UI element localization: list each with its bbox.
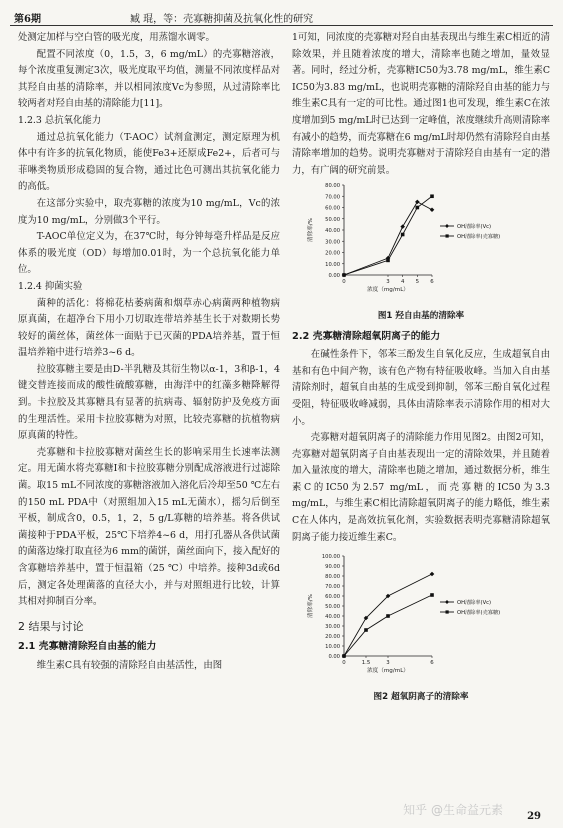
data-point: [416, 206, 420, 210]
page-number: 29: [527, 811, 541, 822]
y-tick-label: 40.00: [325, 614, 340, 621]
x-tick-label: 4: [400, 279, 405, 286]
paragraph: 在碱性条件下，邻苯三酚发生自氧化反应，生成超氧自由基和有色中间产物，该有色产物有特征吸收峰。当加入自由基清除剂时，超氧自由基的生成受到抑制，邻苯三酚自氧化过程受阻，特征吸收峰减弱，具体由清除率表示清除作用的相对大小。: [292, 349, 550, 427]
y-axis-label: 清除率/%: [308, 594, 314, 619]
data-point: [342, 654, 346, 658]
y-axis-label: 清除率/%: [308, 218, 314, 243]
paragraph: T-AOC单位定义为，在37℃时，每分钟每毫升样品是反应体系的吸光度（OD）每增加0.01时，为一个总抗氧化能力单位。: [18, 231, 280, 276]
y-tick-label: 80.00: [325, 183, 340, 190]
y-tick-label: 60.00: [325, 205, 340, 212]
paragraph: 壳寡糖和卡拉胶寡糖对菌丝生长的影响采用生长速率法测定。用无菌水将壳寡糖Ⅰ和卡拉胶寡糖分别配成溶液进行过滤除菌。取15 mL不同浓度的寡糖溶液加入溶化后冷却至50 ℃左右的150 mL PDA中（对照组加入15 mL无菌水），摇匀后倒至平板，制成含0，0.5，1，2，5 g/L寡糖的培养基。将各供试菌接种于PDA平板，25℃下培养4~6 d，用打孔器从各供试菌的菌落边缘打取直径为6 mm的菌饼，菌丝面向下，接入配好的含寡糖培养基中，置于恒温箱（25 ℃）中培养。接种3d或6d后，测定各处理菌落的直径大小，并与对照组进行比较，计算其相对抑制百分率。: [18, 446, 280, 608]
y-tick-label: 30.00: [325, 624, 340, 631]
running-title: 臧 琨，等：壳寡糖抑菌及抗氧化性的研究: [130, 14, 314, 25]
paragraph: 菌种的活化：将棉花枯萎病菌和烟草赤心病菌两种植物病原真菌，在超净台下用小刀切取连带培养基生长于对数期长势较好的菌丝体，菌丝体一面贴于已灭菌的PDA培养基，置于恒温培养箱中进行培养3~6 d。: [18, 297, 280, 359]
legend-label: OH清除率(壳寡糖): [457, 234, 501, 241]
running-head: [10, 8, 553, 26]
data-point: [415, 200, 420, 205]
x-tick-label: 0: [342, 660, 346, 667]
legend-label: OH清除率(壳寡糖): [457, 610, 501, 617]
legend-label: OH清除率(Vc): [457, 224, 491, 231]
data-point: [342, 274, 346, 278]
x-tick-label: 3: [386, 660, 390, 667]
section-heading-1-2-4: 1.2.4 抑菌实验: [18, 280, 83, 292]
paragraph: 拉胶寡糖主要是由D-半乳糖及其衍生物以α-1，3和β-1，4键交替连接而成的酸性硫酸寡糖，由海洋中的红藻多糖降解得到。卡拉胶及其寡糖具有显著的抗病毒、辐射防护及免疫方面的生理活性。采用卡拉胶寡糖为对照，比较壳寡糖的抗植物病原真菌的特性。: [18, 363, 280, 442]
section-heading-2-2: 2.2 壳寡糖清除超氧阴离子的能力: [292, 330, 441, 342]
watermark: 知乎 @生命益元素: [403, 803, 503, 817]
paragraph: 壳寡糖对超氧阴离子的清除能力作用见图2。由图2可知，壳寡糖对超氧阴离子自由基表现出一定的清除效果，并且随着加入量浓度的增大，清除率也随之增加，通过数据分析，维生素C的IC50为2.57 mg/mL，而壳寡糖的IC50为3.3 mg/mL，与维生素C相比清除超氧阴离子的能力略低，维生素C在人体内，是高效抗氧化剂，实验数据表明壳寡糖清除超氧阴离子能力接近维生素C。: [292, 432, 550, 543]
figure-1-caption: 图1 羟自由基的清除率: [377, 310, 465, 321]
paragraph: 在这部分实验中，取壳寡糖的浓度为10 mg/mL，Vc的浓度为10 mg/mL，分别做3个平行。: [18, 197, 280, 226]
y-tick-label: 90.00: [325, 564, 340, 571]
y-tick-label: 70.00: [325, 584, 340, 591]
chart-2: [292, 550, 550, 680]
section-heading-2-1: 2.1 壳寡糖清除羟自由基的能力: [18, 641, 157, 653]
section-heading-1-2-3: 1.2.3 总抗氧化能力: [18, 114, 102, 126]
x-tick-label: 6: [430, 660, 434, 667]
legend-marker: [445, 224, 449, 228]
x-axis-label: 浓度（mg/mL）: [367, 287, 409, 294]
paragraph: 通过总抗氧化能力（T-AOC）试剂盒测定，测定原理为机体中有许多的抗氧化物质，能使Fe3+还原成Fe2+，后者可与菲啉类物质形成稳固的复合物，通过比色可测出其抗氧化能力的高低。: [18, 131, 280, 193]
y-tick-label: 100.00: [321, 554, 340, 561]
data-point: [364, 628, 368, 632]
chart-1: [292, 179, 550, 299]
data-point: [386, 614, 390, 618]
x-tick-label: 5: [415, 279, 420, 286]
left-column: [18, 30, 280, 675]
issue-number: 第6期: [14, 14, 41, 25]
paragraph: 处测定加样与空白管的吸光度，用蒸馏水调零。: [18, 32, 215, 43]
data-point: [430, 593, 434, 597]
x-tick-label: 6: [430, 279, 434, 286]
y-tick-label: 80.00: [325, 574, 340, 581]
data-point: [430, 195, 434, 199]
y-tick-label: 40.00: [325, 228, 340, 235]
legend-marker: [446, 235, 449, 238]
y-tick-label: 20.00: [325, 250, 340, 257]
paragraph: 1可知，同浓度的壳寡糖对羟自由基表现出与维生素C相近的清除效果，并且随着浓度的增大，清除率也随之增加，量效显著。同时，经过分析，壳寡糖IC50为3.78 mg/mL，维生素C IC50为3.83 mg/mL，也说明壳寡糖的清除羟自由基的能力与维生素C具有一定的可比性。通过图1也可发现，维生素C在浓度增加到5 mg/mL时已达到一定峰值，浓度继续升高则清除率有减小的趋势，而壳寡糖在6 mg/mL时却仍然有清除羟自由基清除率增加的趋势。说明壳寡糖对于清除羟自由基有一定的潜力，有广阔的研究前景。: [292, 32, 550, 176]
x-tick-label: 3: [386, 279, 390, 286]
y-tick-label: 0.00: [328, 273, 340, 280]
y-tick-label: 60.00: [325, 594, 340, 601]
x-tick-label: 1.5: [361, 660, 371, 667]
section-heading-2: 2 结果与讨论: [18, 619, 84, 633]
figure-1: [292, 179, 550, 324]
data-point: [400, 225, 405, 230]
series-line: [344, 595, 432, 656]
data-point: [386, 259, 390, 263]
y-tick-label: 10.00: [325, 262, 340, 269]
y-tick-label: 50.00: [325, 217, 340, 224]
paragraph: 维生素C具有较强的清除羟自由基活性，由图: [36, 659, 223, 671]
y-tick-label: 30.00: [325, 239, 340, 246]
figure-2: [292, 550, 550, 705]
y-tick-label: 20.00: [325, 634, 340, 641]
x-axis-label: 浓度（mg/mL）: [367, 668, 409, 675]
legend-marker: [446, 611, 449, 614]
legend-marker: [445, 600, 449, 604]
y-tick-label: 70.00: [325, 194, 340, 201]
x-tick-label: 0: [342, 279, 346, 286]
paragraph: 配置不同浓度（0，1.5，3，6 mg/mL）的壳寡糖溶液，每个浓度重复测定3次，吸光度取平均值，测量不同浓度样品对其羟自由基的清除率，并以相同浓度Vc为参照，从过清除率比较两者对羟自由基的清除能力[11]。: [18, 48, 280, 110]
legend-label: OH清除率(Vc): [457, 600, 491, 607]
series-line: [344, 202, 432, 275]
data-point: [430, 572, 435, 577]
right-column: [292, 30, 550, 705]
data-point: [401, 233, 405, 237]
y-tick-label: 0.00: [328, 654, 340, 661]
y-tick-label: 10.00: [325, 644, 340, 651]
data-point: [430, 208, 435, 213]
figure-2-caption: 图2 超氧阴离子的清除率: [373, 691, 469, 702]
y-tick-label: 50.00: [325, 604, 340, 611]
